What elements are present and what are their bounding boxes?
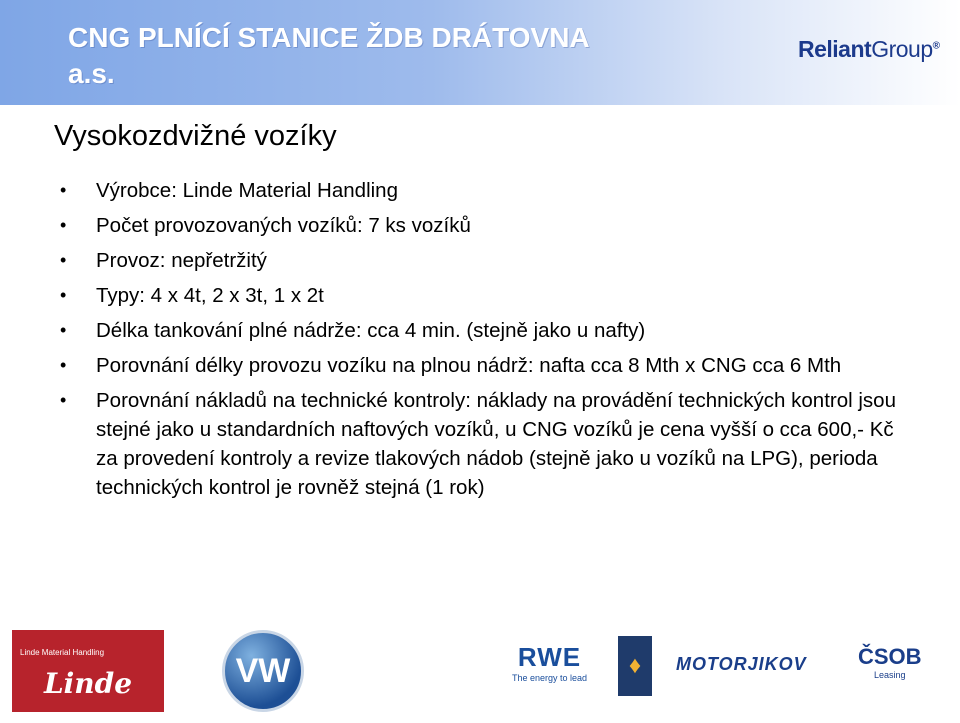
rwe-tagline: The energy to lead: [512, 673, 588, 683]
reliant-group-logo: [798, 36, 940, 63]
csob-logo-text: ČSOB: [858, 644, 922, 669]
csob-logo-subtext: Leasing: [874, 670, 906, 680]
logo-group-text: Group: [871, 36, 933, 62]
bullet-item: • Provoz: nepřetržitý: [60, 246, 920, 275]
motorjikov-logo: MOTORJIKOV: [676, 654, 807, 674]
footer-logos: [0, 620, 960, 723]
bullet-item: • Typy: 4 x 4t, 2 x 3t, 1 x 2t: [60, 281, 920, 310]
bullet-list: [60, 176, 920, 508]
logo-registered-mark: ®: [932, 40, 940, 52]
linde-logo: [12, 630, 164, 712]
bullet-item: • Délka tankování plné nádrže: cca 4 min. (stejně jako u nafty): [60, 316, 920, 345]
rwe-logo-text: RWE: [517, 642, 582, 672]
slide-heading: Vysokozdvižné vozíky: [54, 120, 337, 152]
rwe-logo: [512, 642, 587, 683]
volkswagen-logo: [222, 630, 304, 712]
bullet-item: • Porovnání nákladů na technické kontroly: náklady na provádění technických kontrol jsou stejné jako u standardních naftových vozíků, u CNG vozíků je cena vyšší o cca 600,- Kč za provedení kontroly a revize tlakových nádob (stejně jako u vozíků na LPG), perioda technických kontrol je rovněž stejná (1 rok): [60, 386, 920, 502]
header-banner: [0, 0, 960, 105]
bullet-item: • Výrobce: Linde Material Handling: [60, 176, 920, 205]
linde-logo-text: Linde: [43, 667, 133, 700]
linde-logo-small-text: Linde Material Handling: [20, 648, 105, 657]
logo-reliant-text: Reliant: [798, 36, 872, 62]
bullet-item: • Porovnání délky provozu vozíku na plnou nádrž: nafta cca 8 Mth x CNG cca 6 Mth: [60, 351, 920, 380]
bullet-item: • Počet provozovaných vozíků: 7 ks vozíků: [60, 211, 920, 240]
header-title: CNG PLNÍCÍ STANICE ŽDB DRÁTOVNA a.s.: [68, 22, 589, 89]
flame-emblem-icon: ♦: [618, 636, 652, 696]
vw-logo-text: VW: [235, 651, 291, 690]
csob-leasing-logo: [858, 644, 922, 680]
